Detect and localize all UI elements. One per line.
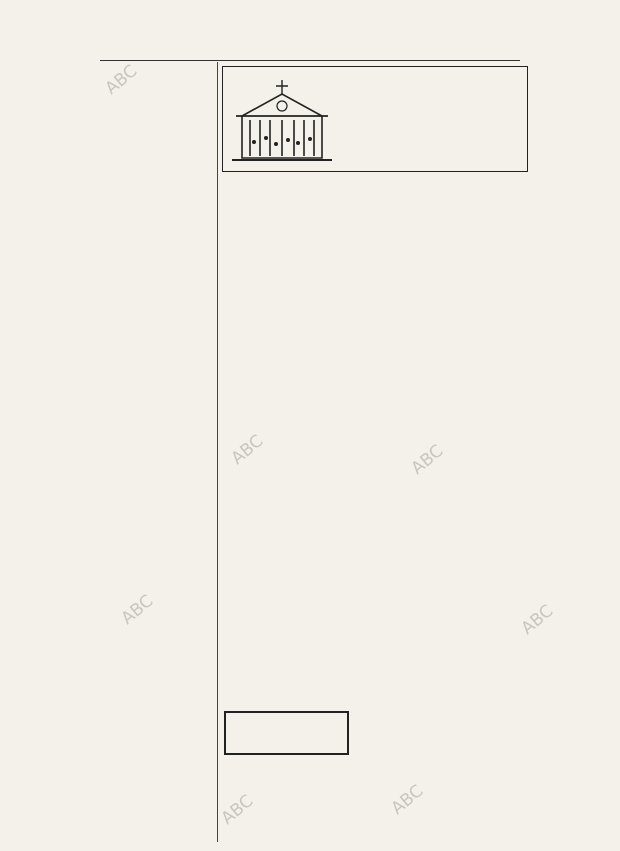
- abc-watermark: ABC: [407, 441, 448, 479]
- column-rule: [217, 62, 218, 842]
- abc-watermark: ABC: [101, 61, 142, 99]
- noticiario-frame: [224, 711, 349, 755]
- abc-watermark: ABC: [217, 791, 258, 829]
- right-quotes-table: [408, 178, 526, 179]
- abc-watermark: ABC: [227, 431, 268, 469]
- running-head: [100, 44, 520, 60]
- abc-watermark: ABC: [387, 781, 428, 819]
- noticiario-text-1: [224, 756, 356, 846]
- abc-watermark: ABC: [117, 591, 158, 629]
- stock-exchange-building-illustration: [228, 72, 336, 164]
- noticiario-text-2: [361, 712, 526, 846]
- efectos-publicos-table: [221, 178, 355, 179]
- left-column: [100, 60, 212, 842]
- abc-watermark: ABC: [517, 601, 558, 639]
